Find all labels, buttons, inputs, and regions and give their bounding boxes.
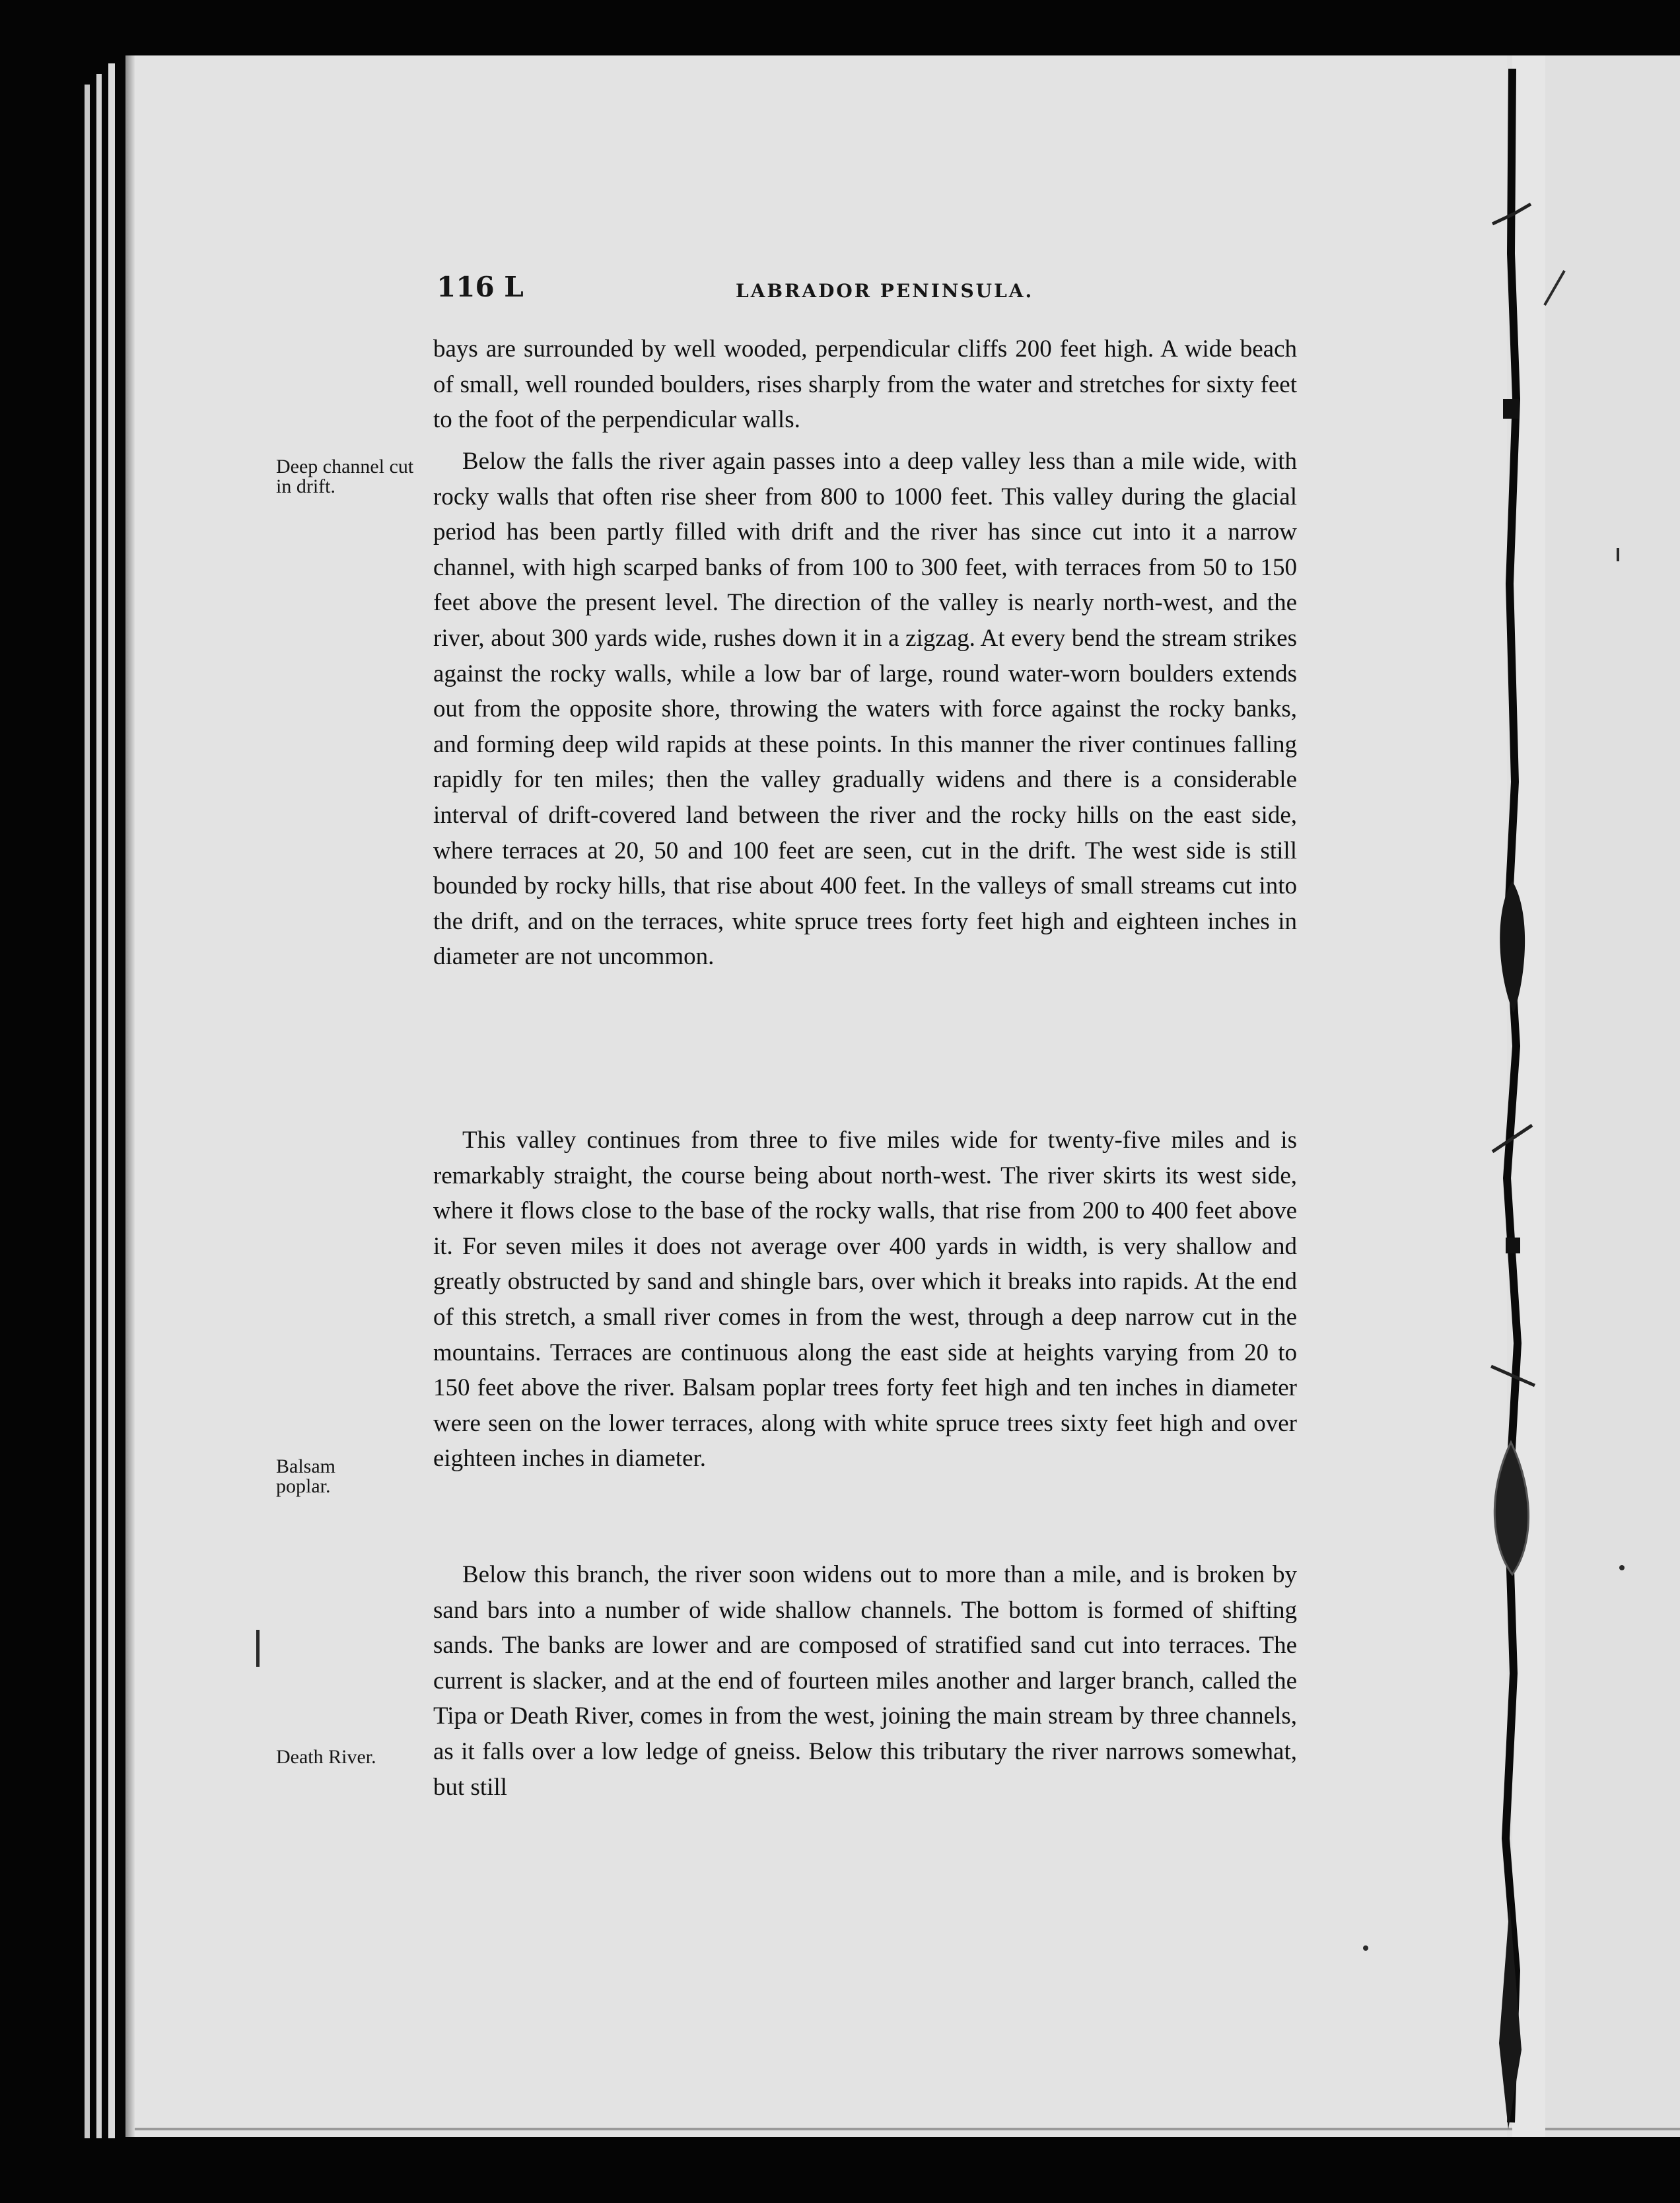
running-head: LABRADOR PENINSULA.: [736, 280, 1034, 302]
dust-speck: [1363, 1945, 1368, 1951]
margin-note: Deep channel cut in drift.: [276, 456, 414, 497]
margin-note: Balsam poplar.: [276, 1455, 335, 1497]
dust-speck: [1619, 1565, 1625, 1570]
paragraph: This valley continues from three to five miles wide for twenty-five miles and is remarkably straight, the course being about north-west. The river skirts its west side, where it flows close to the base of the rocky walls, that rise from 200 to 400 feet above it. For seven miles it does not average over 400 yards in width, is very shallow and greatly obstructed by sand and shingle bars, over which it breaks into rapids. At the end of this stretch, a small river comes in from the west, through a deep narrow cut in the mountains. Terraces are continuous along the east side at heights varying from 20 to 150 feet above the river. Balsam poplar trees forty feet high and ten inches in diameter were seen on the lower terraces, along with white spruce trees sixty feet high and over eighteen inches in diameter.: [433, 1127, 1297, 1473]
paragraph: Below the falls the river again passes into a deep valley less than a mile wide, with rocky walls that often rise sheer from 800 to 1000 feet. This valley during the glacial period has been partly filled with drift and the river has since cut into it a narrow channel, with high scarped banks of from 100 to 300 feet, with terraces from 50 to 150 feet above the present level. The direction of the valley is nearly north-west, and the river, about 300 yards wide, rushes down it in a zigzag. At every bend the stream strikes against the rocky walls, while a low bar of large, round water-worn boulders extends out from the opposite shore, throwing the waters with force against the rocky banks, and forming deep wild rapids at these points. In this manner the river continues falling rapidly for ten miles; then the valley gradually widens and there is a considerable interval of drift-covered land between the river and the rocky hills on the east side, where terraces at 20, 50 and 100 feet are seen, cut in the drift. The west side is still bounded by rocky hills, that rise about 400 feet. In the valleys of small streams cut into the drift, and on the terraces, white spruce trees forty feet high and eighteen inches in diameter are not uncommon.: [433, 448, 1297, 971]
dust-speck: [256, 1630, 260, 1667]
page-number: 116 L: [437, 271, 524, 303]
page-bottom-edge: [135, 2128, 1680, 2130]
back-leaf-edge: [85, 85, 90, 2138]
back-leaf-edge: [96, 74, 102, 2138]
margin-note: Death River.: [276, 1746, 376, 1768]
paragraph: bays are surrounded by well wooded, perpendicular cliffs 200 feet high. A wide beach of small, well rounded boulders, rises sharply from the water and stretches for sixty feet to the foot of the perpendicular walls.: [433, 335, 1297, 434]
back-leaf-edge: [108, 63, 115, 2138]
paragraph: Below this branch, the river soon widens out to more than a mile, and is broken by sand bars into a number of wide shallow channels. The bottom is formed of shifting sands. The banks are lower and are composed of stratified sand cut into terraces. The current is slacker, and at the end of fourteen miles another and larger branch, called the Tipa or Death River, comes in from the west, joining the main stream by three channels, as it falls over a low ledge of gneiss. Below this tributary the river narrows somewhat, but still: [433, 1561, 1297, 1801]
binding-thread-image: [1453, 55, 1545, 2137]
dust-speck: [1617, 548, 1619, 561]
page-edge-shadow: [125, 55, 135, 2137]
